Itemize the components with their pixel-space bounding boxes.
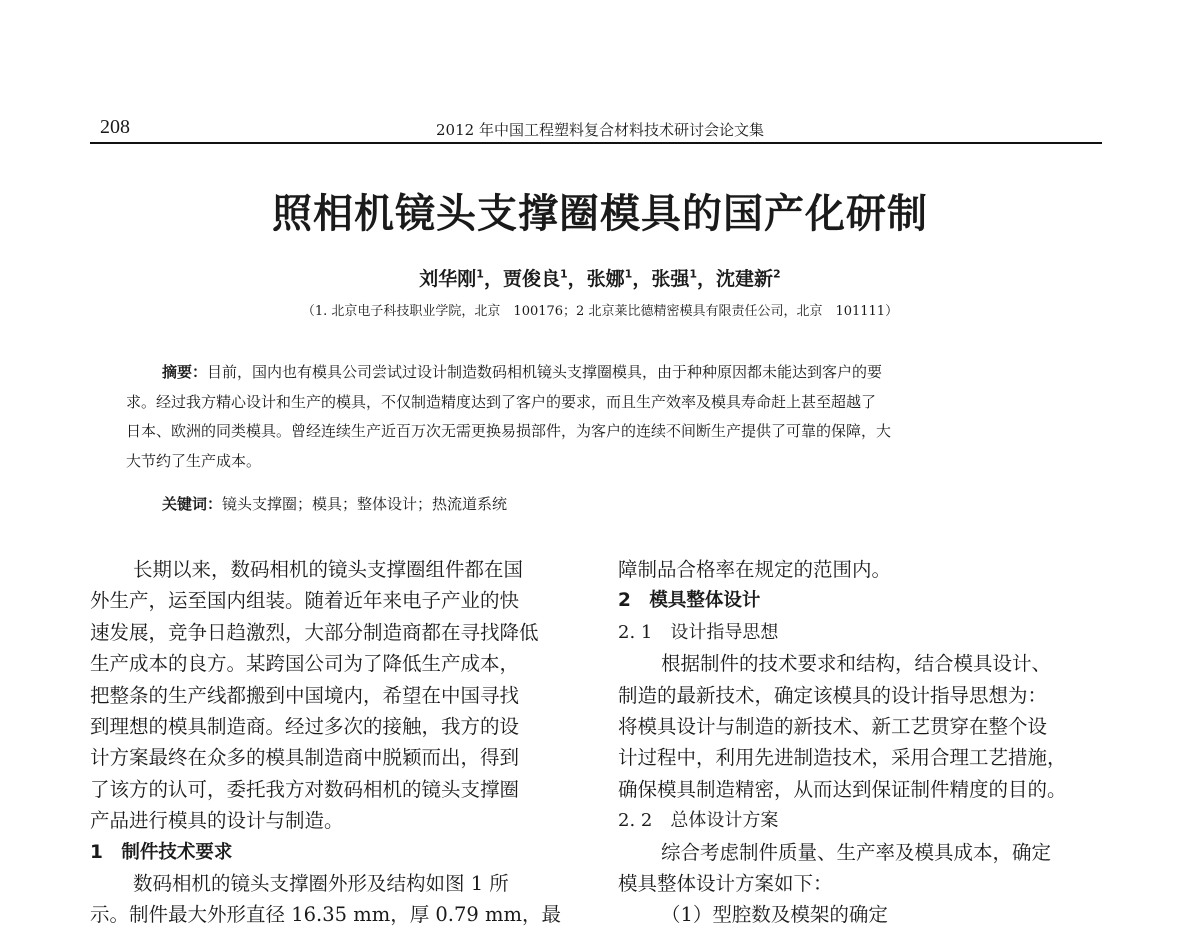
author-affiliation-mark: 1: [559, 267, 568, 281]
section-heading: 1 制件技术要求: [90, 841, 233, 863]
running-title: 2012 年中国工程塑料复合材料技术研讨会论文集: [436, 121, 764, 139]
author-separator: ，: [632, 268, 652, 290]
right-column: [618, 554, 1113, 931]
abstract-line: 求。经过我方精心设计和生产的模具，不仅制造精度达到了客户的要求，而且生产效率及模具寿命赶上甚至超越了: [126, 392, 877, 411]
abstract-label: 摘要：: [162, 363, 208, 381]
author-separator: ，: [697, 268, 717, 290]
author-separator: ，: [567, 268, 587, 290]
abstract-line: 日本、欧洲的同类模具。曾经连续生产近百万次无需更换易损部件，为客户的连续不间断生产提供了可靠的保障，大: [126, 422, 892, 440]
author-name: 张娜: [586, 268, 625, 290]
body-line: 到理想的模具制造商。经过多次的接触，我方的设: [90, 715, 520, 739]
body-line: （1）型腔数及模架的确定: [661, 903, 888, 927]
body-line: 计过程中，利用先进制造技术，采用合理工艺措施，: [618, 746, 1067, 770]
keywords-text: 镜头支撑圈；模具；整体设计；热流道系统: [222, 495, 508, 513]
section-heading: 2 模具整体设计: [618, 590, 761, 612]
abstract: [126, 358, 1076, 476]
abstract-text: 目前，国内也有模具公司尝试过设计制造数码相机镜头支撑圈模具，由于种种原因都未能达到客户的要: [207, 363, 883, 381]
abstract-line: 大节约了生产成本。: [126, 451, 262, 470]
affiliation: （1. 北京电子科技职业学院，北京 100176；2 北京莱比德精密模具有限责任公司，北京 101111）: [301, 304, 899, 319]
body-line: 生产成本的良方。某跨国公司为了降低生产成本，: [90, 652, 520, 676]
body-line: 长期以来，数码相机的镜头支撑圈组件都在国: [133, 558, 524, 581]
body-line: 计方案最终在众多的模具制造商中脱颖而出，得到: [90, 746, 520, 770]
body-line: 综合考虑制件质量、生产率及模具成本，确定: [661, 840, 1052, 864]
body-line: 将模具设计与制造的新技术、新工艺贯穿在整个设: [618, 715, 1048, 739]
author-name: 贾俊良: [502, 268, 560, 290]
subsection-heading: 2. 1 设计指导思想: [618, 621, 779, 643]
body-line: 根据制件的技术要求和结构，结合模具设计、: [661, 652, 1052, 676]
author-affiliation-mark: 1: [689, 267, 698, 281]
body-line: 数码相机的镜头支撑圈外形及结构如图 1 所: [133, 872, 509, 896]
keywords: [162, 493, 1062, 514]
author-affiliation-mark: 2: [773, 267, 781, 281]
keywords-label: 关键词：: [162, 495, 223, 513]
subsection-heading: 2. 2 总体设计方案: [618, 810, 779, 832]
body-line: 外生产，运至国内组装。随着近年来电子产业的快: [90, 589, 520, 613]
body-line: 示。制件最大外形直径 16.35 mm，厚 0.79 mm，最: [90, 903, 561, 927]
body-line: 产品进行模具的设计与制造。: [90, 809, 344, 833]
author-name: 张强: [651, 268, 690, 290]
body-line: 速发展，竞争日趋激烈，大部分制造商都在寻找降低: [90, 620, 539, 644]
author-separator: ，: [483, 268, 503, 290]
paper-title: 照相机镜头支撑圈模具的国产化研制: [272, 191, 928, 237]
author-list: [0, 264, 1200, 291]
body-line: 了该方的认可，委托我方对数码相机的镜头支撑圈: [90, 777, 520, 801]
body-line: 障制品合格率在规定的范围内。: [618, 558, 892, 581]
author-affiliation-mark: 1: [476, 267, 484, 281]
body-line: 确保模具制造精密，从而达到保证制件精度的目的。: [618, 777, 1067, 801]
body-line: 制造的最新技术，确定该模具的设计指导思想为：: [618, 683, 1048, 707]
abstract-line: [126, 358, 1076, 388]
body-line: 把整条的生产线都搬到中国境内，希望在中国寻找: [90, 683, 520, 707]
author-name: 刘华刚: [419, 268, 477, 290]
left-column: [90, 554, 585, 931]
body-line: 模具整体设计方案如下：: [618, 872, 833, 896]
author-affiliation-mark: 1: [624, 267, 633, 281]
page-number: 208: [100, 116, 130, 138]
header-rule: [90, 142, 1102, 144]
author-name: 沈建新: [716, 268, 774, 290]
